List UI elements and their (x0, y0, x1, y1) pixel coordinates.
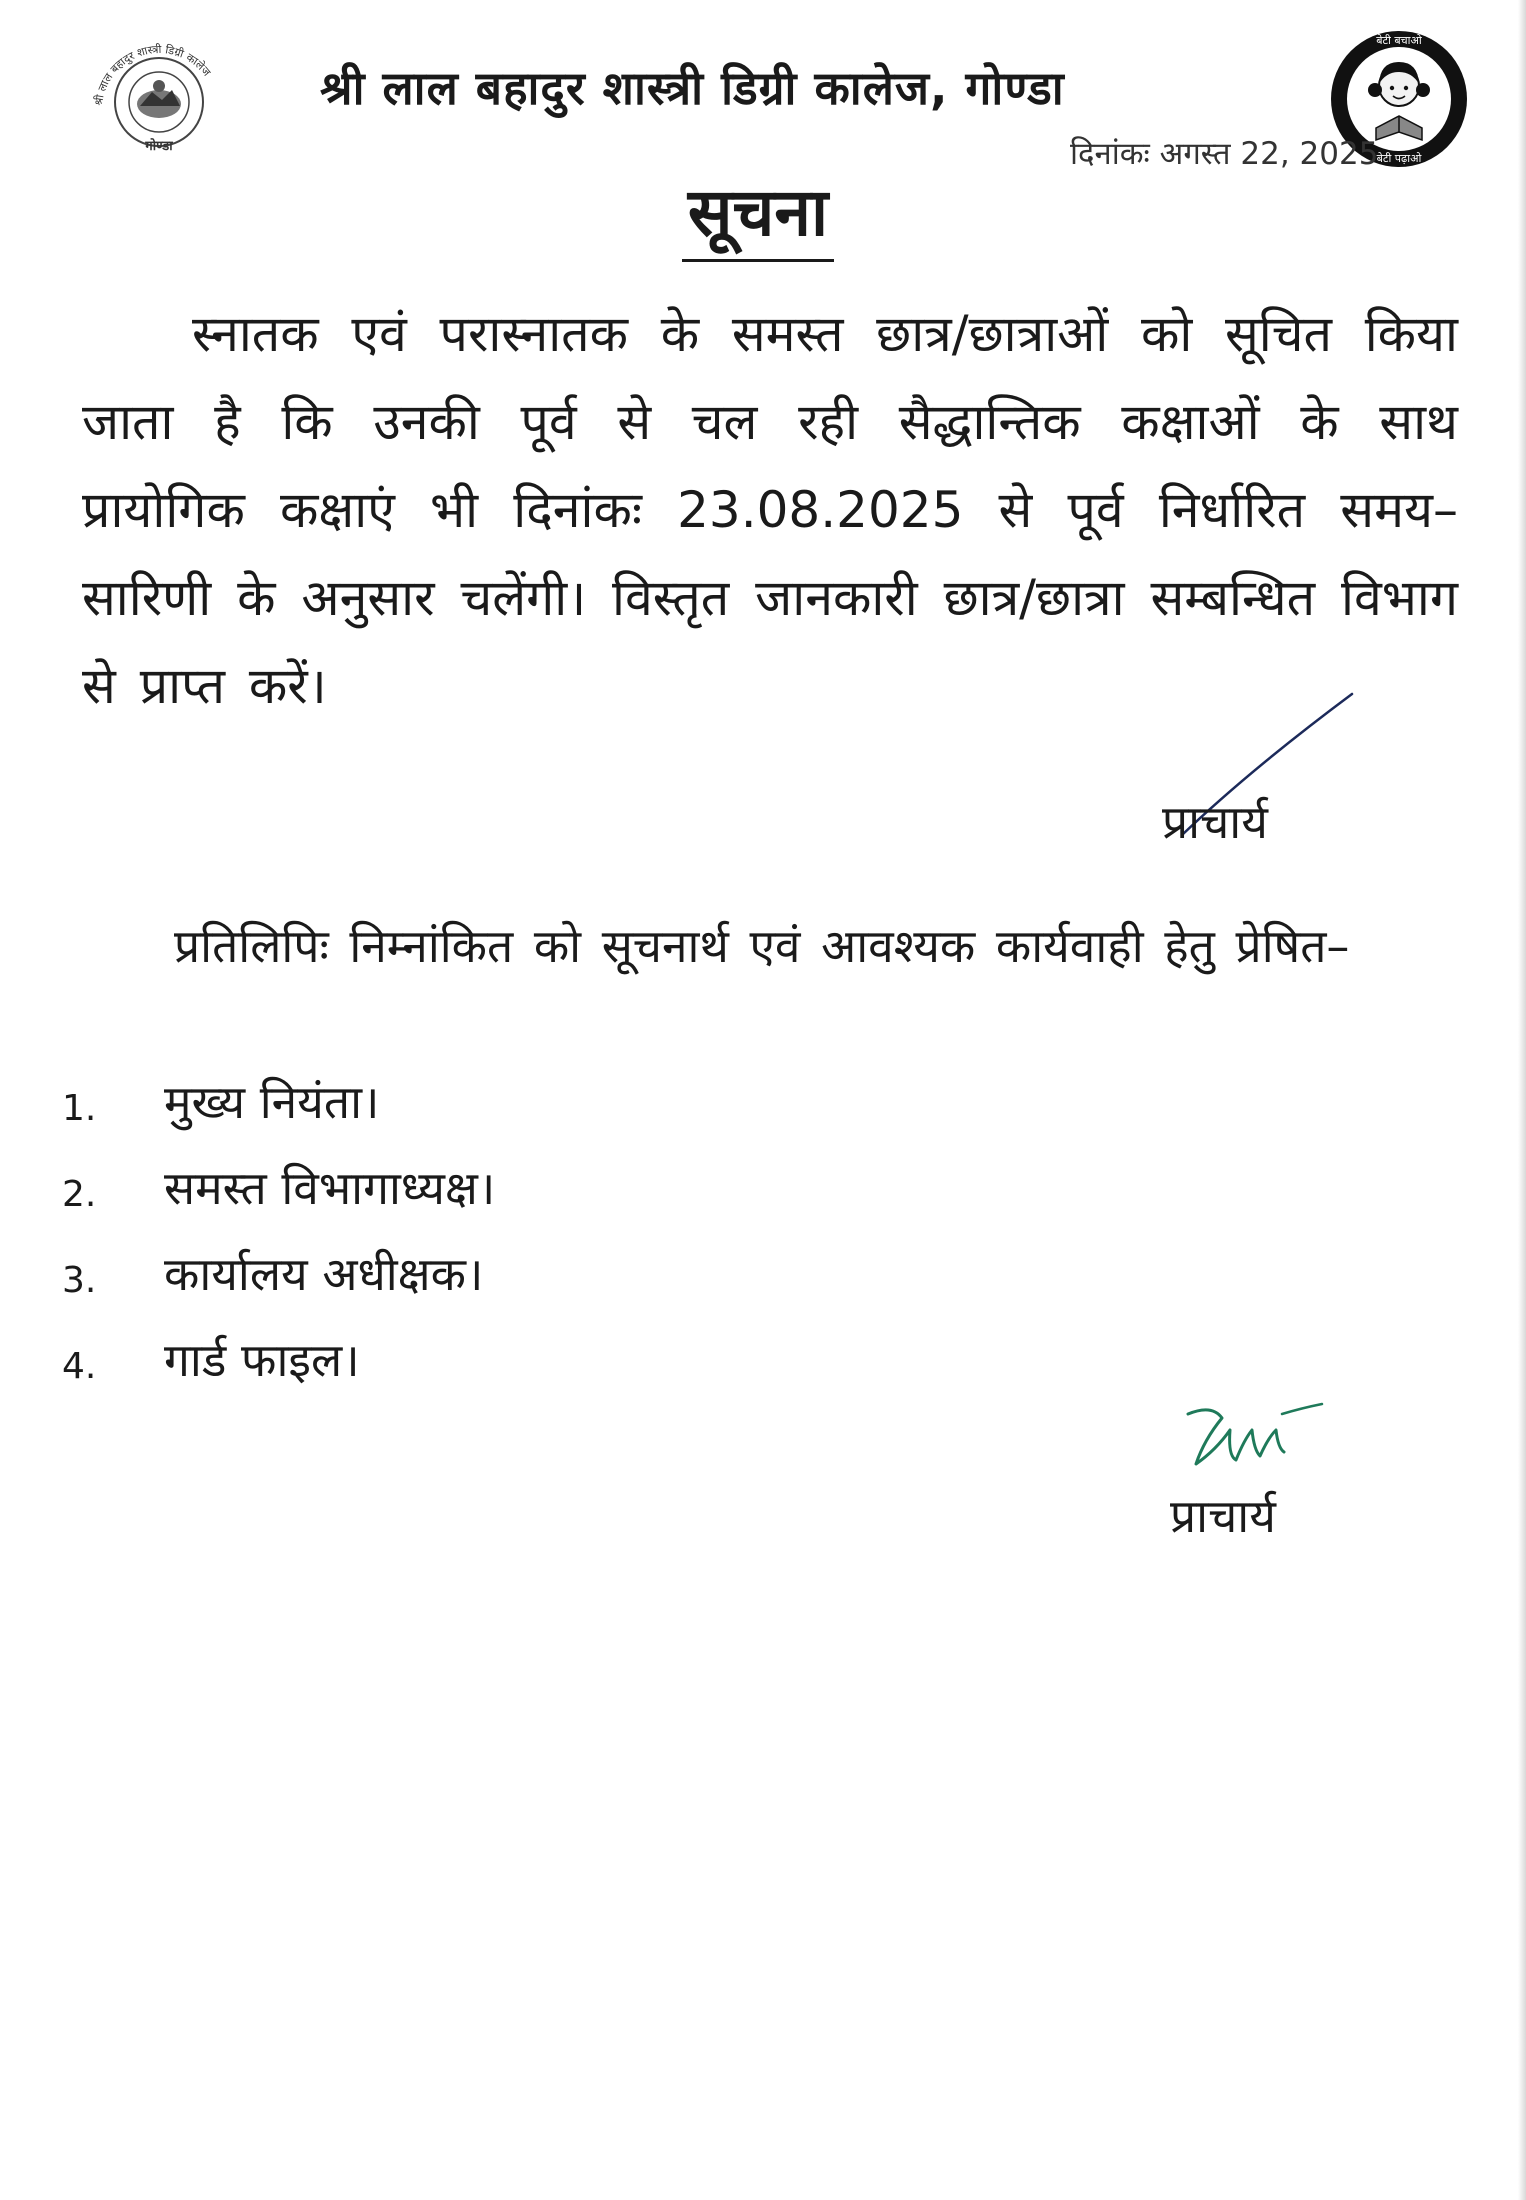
list-item-text: समस्त विभागाध्यक्ष। (164, 1161, 496, 1215)
right-logo-bottom-text: बेटी पढ़ाओ (1376, 152, 1422, 165)
list-item-text: मुख्य नियंता। (164, 1075, 380, 1129)
list-item-number: 4. (62, 1346, 97, 1387)
signatory-title-2: प्राचार्य (1170, 1489, 1276, 1543)
college-emblem-icon (80, 40, 238, 152)
right-logo-top-text: बेटी बचाओ (1376, 34, 1422, 47)
notice-date: दिनांकः अगस्त 22, 2025 (1070, 136, 1379, 172)
signatory-title-1: प्राचार्य (1162, 795, 1268, 849)
left-logo-text: श्री लाल बहादुर शास्त्री डिग्री कालेज (92, 42, 214, 107)
list-item-number: 3. (62, 1260, 97, 1301)
college-name: श्री लाल बहादुर शास्त्री डिग्री कालेज, गोण्डा (320, 61, 1065, 115)
list-item-text: गार्ड फाइल। (164, 1333, 360, 1387)
principal-signature-2 (1182, 1400, 1332, 1480)
page-edge-shadow (1518, 0, 1526, 2200)
list-item-number: 1. (62, 1088, 97, 1129)
left-logo-city: गोण्डा (145, 139, 173, 152)
copy-intro: प्रतिलिपिः निम्नांकित को सूचनार्थ एवं आवश्यक कार्यवाही हेतु प्रेषित– (174, 919, 1350, 973)
list-item-number: 2. (62, 1174, 97, 1215)
list-item-text: कार्यालय अधीक्षक। (164, 1247, 484, 1301)
notice-body: स्नातक एवं परास्नातक के समस्त छात्र/छात्राओं को सूचित किया जाता है कि उनकी पूर्व से चल रही सैद्धान्तिक कक्षाओं के साथ प्रायोगिक कक्षाएं भी दिनांकः 23.08.2025 से पूर्व निर्धारित समय–सारिणी के अनुसार चलेंगी। विस्तृत जानकारी छात्र/छात्रा सम्बन्धित विभाग से प्राप्त करें। (82, 305, 1458, 715)
notice-title-container (0, 165, 1526, 262)
notice-title: सूचना (682, 165, 834, 262)
